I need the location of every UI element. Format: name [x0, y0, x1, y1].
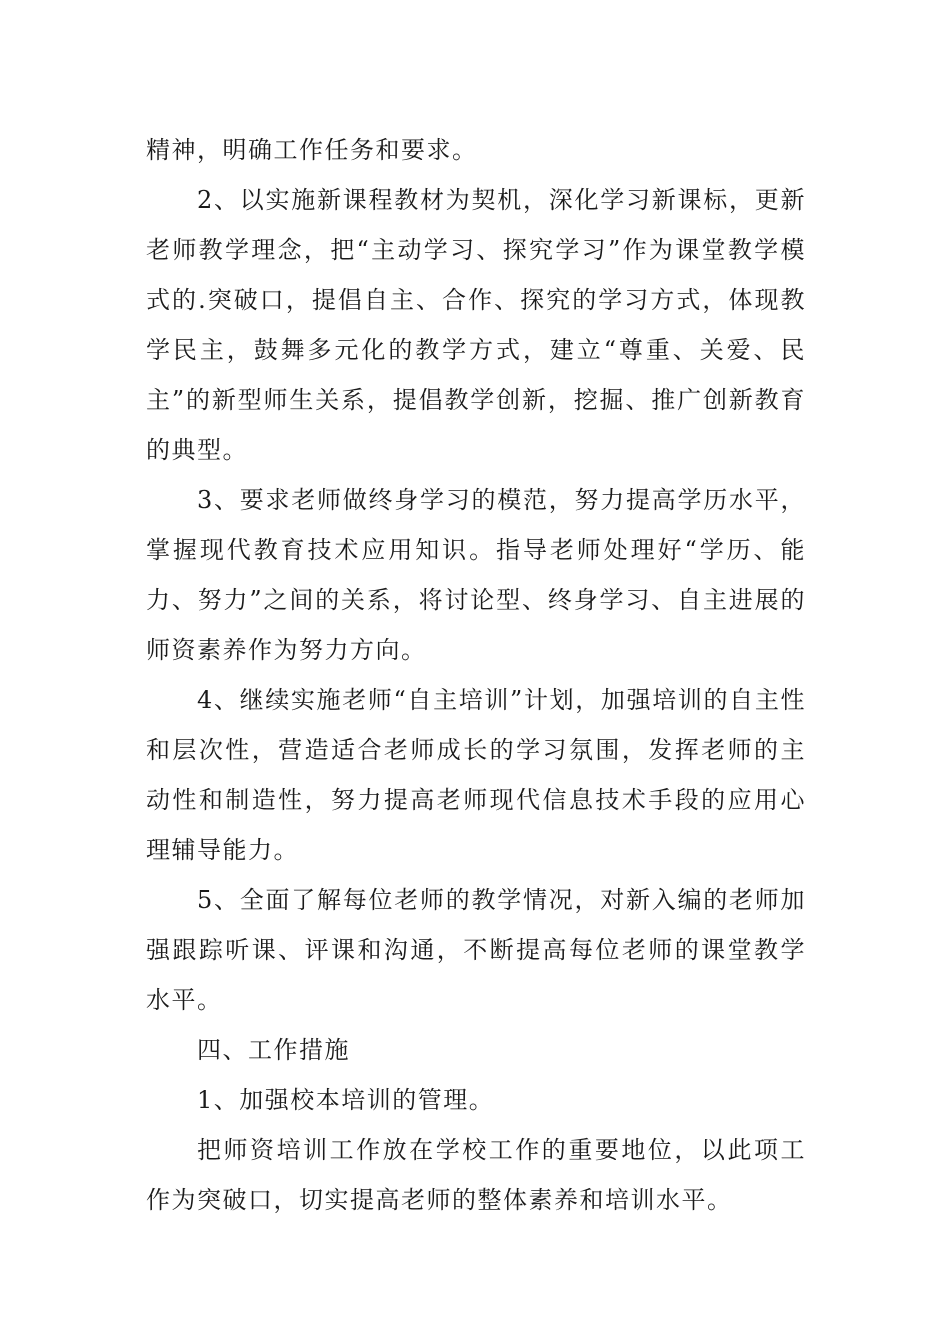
subheading-training-management: 1、加强校本培训的管理。 — [197, 1086, 495, 1114]
paragraph-item-3: 3、要求老师做终身学习的模范，努力提高学历水平，掌握现代教育技术应用知识。指导老师处理好“学历、能力、努力”之间的关系，将讨论型、终身学习、自主进展的师资素养作为努力方向。 — [146, 486, 806, 664]
paragraph-item-4: 4、继续实施老师“自主培训”计划，加强培训的自主性和层次性，营造适合老师成长的学习氛围，发挥老师的主动性和制造性，努力提高老师现代信息技术手段的应用心理辅导能力。 — [146, 686, 806, 864]
section-heading-measures: 四、工作措施 — [197, 1036, 350, 1064]
paragraph-continuation: 精神，明确工作任务和要求。 — [146, 136, 478, 164]
document-body — [146, 125, 806, 1225]
paragraph-item-5: 5、全面了解每位老师的教学情况，对新入编的老师加强跟踪听课、评课和沟通，不断提高每位老师的课堂教学水平。 — [146, 886, 806, 1014]
paragraph-item-2: 2、以实施新课程教材为契机，深化学习新课标，更新老师教学理念，把“主动学习、探究学习”作为课堂教学模式的.突破口，提倡自主、合作、探究的学习方式，体现教学民主，鼓舞多元化的教学方式，建立“尊重、关爱、民主”的新型师生关系，提倡教学创新，挖掘、推广创新教育的典型。 — [146, 186, 806, 464]
paragraph-training-priority: 把师资培训工作放在学校工作的重要地位，以此项工作为突破口，切实提高老师的整体素养和培训水平。 — [146, 1136, 806, 1214]
